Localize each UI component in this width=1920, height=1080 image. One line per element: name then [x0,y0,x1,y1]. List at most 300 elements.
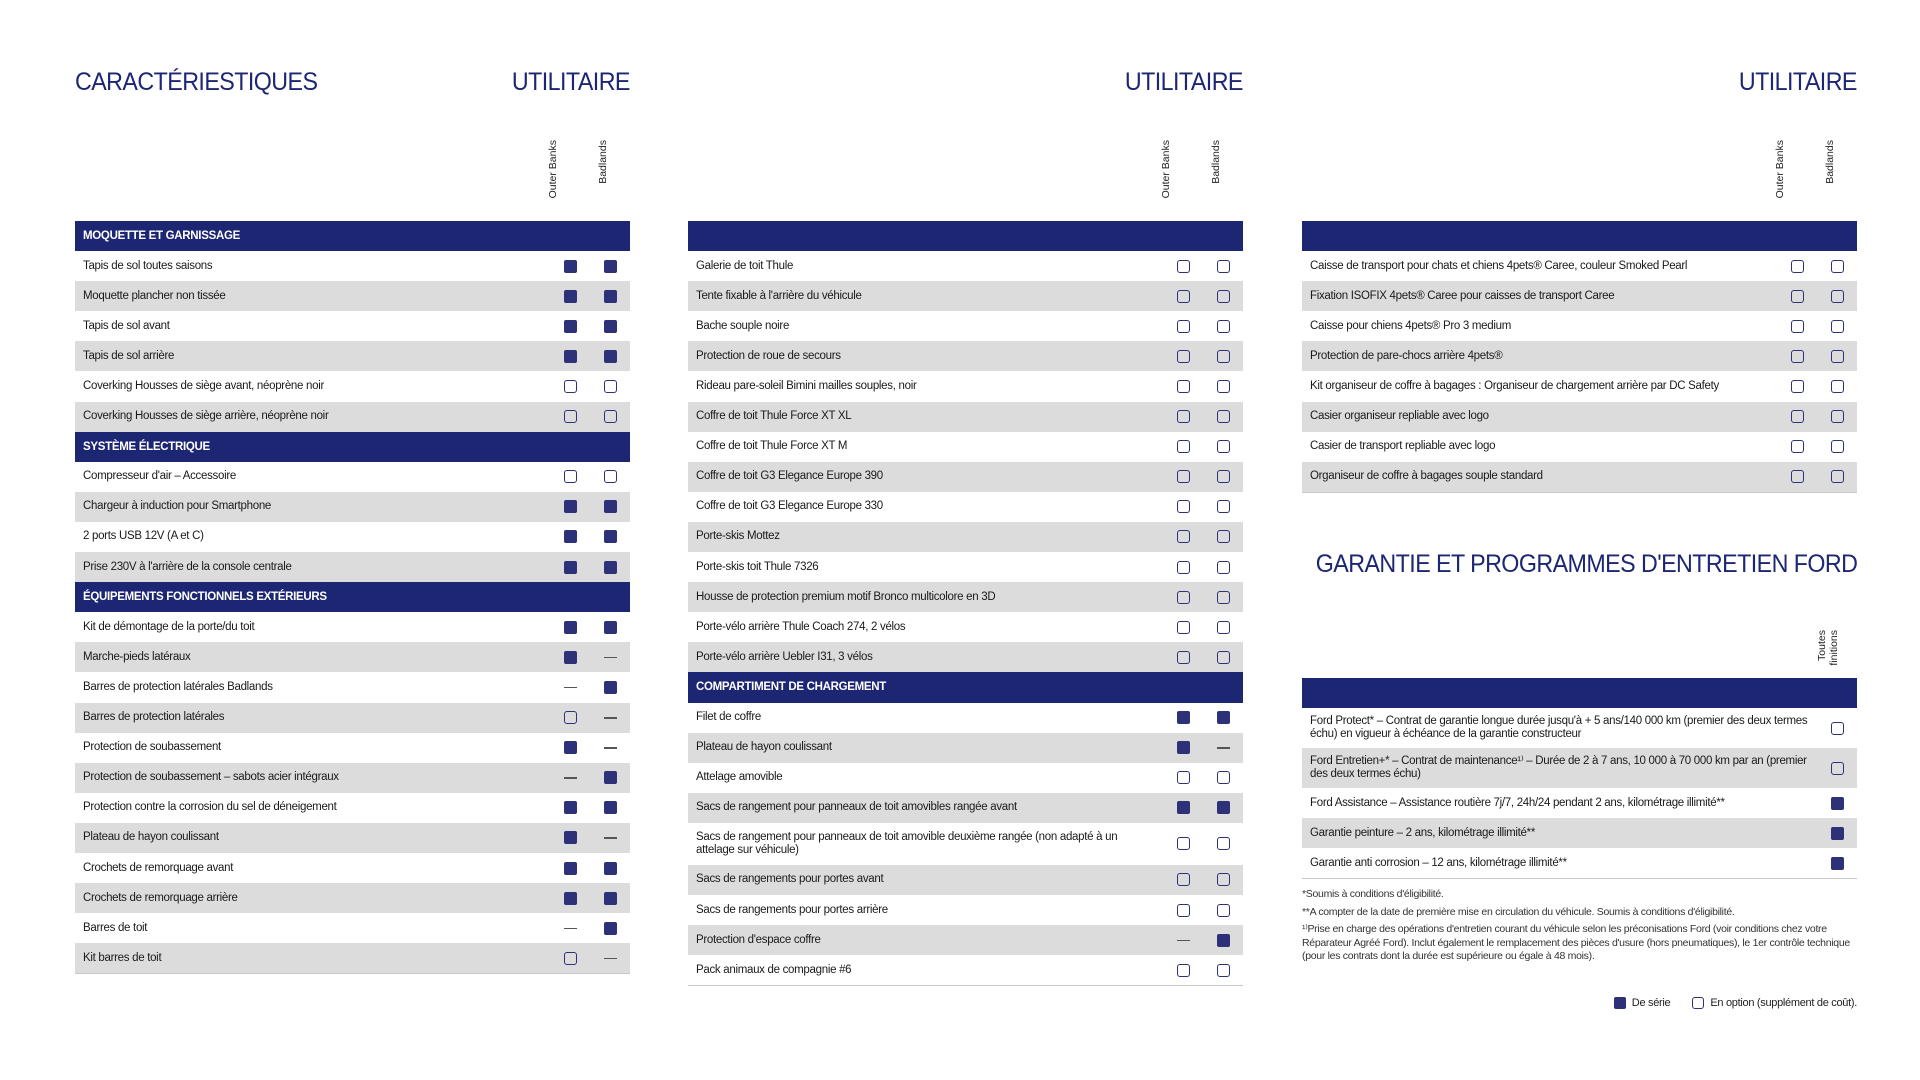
availability-cell [1163,432,1203,462]
availability-cell [1817,848,1857,879]
row-label: Casier organiseur repliable avec logo [1302,402,1777,432]
outline-square-icon [1791,320,1804,333]
availability-cell [550,853,590,883]
row-label: Chargeur à induction pour Smartphone [75,492,550,522]
filled-square-icon [604,350,617,363]
outline-square-icon [1177,904,1190,917]
outline-square-icon [1177,651,1190,664]
row-label: Galerie de toit Thule [696,259,794,272]
availability-cell [1203,402,1243,432]
availability-cell [1163,642,1203,672]
filled-square-icon [604,320,617,333]
outline-square-icon [1217,320,1230,333]
outline-square-icon [564,410,577,423]
row-label: Porte-skis Mottez [688,522,1163,552]
table-row [1302,251,1857,281]
availability-cell [590,371,630,401]
availability-cell [550,492,590,522]
dash-icon [604,952,617,965]
outline-square-icon [1217,837,1230,850]
legend-standard-label: De série [1631,997,1671,1009]
filled-square-icon [604,621,617,634]
availability-cell [1817,708,1857,748]
legend-standard [1614,997,1671,1009]
availability-cell [1203,823,1243,865]
outline-square-icon [1177,410,1190,423]
section-header [688,221,1243,251]
row-label: Porte-vélo arrière Uebler I31, 3 vélos [688,642,1163,672]
outline-square-icon [1177,290,1190,303]
outline-square-icon [1217,530,1230,543]
availability-cell [550,462,590,492]
row-label: Tente fixable à l'arrière du véhicule [688,281,1163,311]
row-label: Marche-pieds latéraux [75,642,550,672]
table-row [688,552,1243,582]
legend [1614,997,1857,1009]
availability-cell [1777,402,1817,432]
row-label: Kit barres de toit [75,943,550,974]
availability-cell [590,703,630,733]
row-label: Tapis de sol toutes saisons [83,259,213,272]
row-label: Compresseur d'air – Accessoire [83,470,236,483]
availability-cell [590,913,630,943]
availability-cell [1777,371,1817,401]
outline-square-icon [1217,561,1230,574]
legend-optional-label: En option (supplément de coût). [1710,997,1857,1009]
table-row [75,552,630,582]
table-row [688,402,1243,432]
filled-square-icon [1217,711,1230,724]
row-label: Coverking Housses de siège arrière, néoprène noir [75,402,550,432]
availability-cell [1163,823,1203,865]
availability-cell [550,251,590,281]
filled-square-icon [604,771,617,784]
table-row [688,703,1243,733]
filled-square-icon [1177,711,1190,724]
table-row [688,642,1243,672]
row-label: Protection de pare-chocs arrière 4pets® [1302,341,1777,371]
row-label: Plateau de hayon coulissant [75,823,550,853]
outline-square-icon [1791,440,1804,453]
table-row [75,793,630,823]
table-row [1302,818,1857,848]
availability-cell [590,943,630,974]
outline-square-icon [1177,837,1190,850]
availability-cell [1777,462,1817,493]
row-label: Attelage amovible [696,771,783,784]
outline-square-icon [1217,290,1230,303]
availability-cell [1203,612,1243,642]
section-header [75,221,630,251]
availability-cell [590,642,630,672]
outline-square-icon [1217,500,1230,513]
table-row [75,853,630,883]
table-row [1302,462,1857,493]
availability-cell [590,341,630,371]
table-row [75,492,630,522]
row-label: Ford Entretien+* – Contrat de maintenance¹⁾ – Durée de 2 à 7 ans, 10 000 à 70 000 km par an (premier des deux termes échu) [1302,748,1817,788]
outline-square-icon [564,711,577,724]
table-row [1302,281,1857,311]
outline-square-icon [1217,470,1230,483]
row-label: Bache souple noire [696,319,790,332]
col-header-toutes-finitions-2: finitions [1828,630,1840,666]
availability-cell [1817,788,1857,818]
table-row [1302,848,1857,879]
row-label: Coffre de toit Thule Force XT XL [688,402,1163,432]
row-label: Caisse de transport pour chats et chiens 4pets® Caree, couleur Smoked Pearl [1310,259,1688,272]
availability-cell [1163,763,1203,793]
outline-square-icon [1177,320,1190,333]
availability-cell [590,793,630,823]
outline-square-icon [1831,470,1844,483]
availability-cell [590,823,630,853]
table-row [688,955,1243,986]
spec-table [688,221,1243,986]
availability-cell [1817,462,1857,493]
availability-cell [1817,748,1857,788]
footnote: *Soumis à conditions d'éligibilité. [1302,888,1444,900]
outline-square-icon [1217,621,1230,634]
warranty-table [1302,678,1857,879]
outline-square-icon [1831,410,1844,423]
row-label: Porte-skis toit Thule 7326 [696,560,819,573]
availability-cell [590,612,630,642]
row-label: Ford Protect* – Contrat de garantie longue durée jusqu'à + 5 ans/140 000 km (premier des deux termes échu) en vigueur à échéance de la garantie constructeur [1310,715,1808,740]
filled-square-icon [604,862,617,875]
dash-icon [1217,741,1230,754]
row-label: Sacs de rangement pour panneaux de toit amovible deuxième rangée (non adapté à un attelage sur véhicule) [696,830,1118,856]
availability-cell [1817,341,1857,371]
availability-cell [1203,793,1243,823]
outline-square-icon [1177,591,1190,604]
footnote: **A compter de la date de première mise en circulation du véhicule. Soumis à conditions d'éligibilité. [1302,905,1735,918]
outline-square-icon [564,470,577,483]
row-label: Tapis de sol avant [83,319,170,332]
table-row [688,733,1243,763]
availability-cell [1817,371,1857,401]
outline-square-icon [1177,873,1190,886]
availability-cell [590,883,630,913]
availability-cell [1817,281,1857,311]
table-row [688,823,1243,865]
table-row [75,883,630,913]
section-header [688,672,1243,702]
filled-square-icon [1831,857,1844,870]
outline-square-icon [1177,621,1190,634]
row-label: Kit organiseur de coffre à bagages : Organiseur de chargement arrière par DC Safety [1310,380,1719,393]
outline-square-icon [1831,722,1844,735]
dash-icon [564,922,577,935]
filled-square-icon [564,320,577,333]
filled-square-icon [604,922,617,935]
table-row [1302,708,1857,748]
filled-square-icon [564,801,577,814]
col-header-outer-banks: Outer Banks [1774,140,1786,199]
availability-cell [550,943,590,974]
availability-cell [590,311,630,341]
filled-square-icon [604,801,617,814]
outline-square-icon [1831,762,1844,775]
filled-square-icon [1614,997,1626,1009]
filled-square-icon [564,621,577,634]
filled-square-icon [564,290,577,303]
availability-cell [550,913,590,943]
availability-cell [550,793,590,823]
availability-cell [1203,311,1243,341]
outline-square-icon [1831,350,1844,363]
availability-cell [550,703,590,733]
row-label: Protection de soubassement – sabots acier intégraux [75,763,550,793]
table-row [75,823,630,853]
filled-square-icon [1831,797,1844,810]
outline-square-icon [1217,350,1230,363]
table-row [688,763,1243,793]
outline-square-icon [1831,260,1844,273]
row-label: Caisse pour chiens 4pets® Pro 3 medium [1310,319,1511,332]
availability-cell [1163,582,1203,612]
table-row [688,371,1243,401]
outline-square-icon [1217,380,1230,393]
availability-cell [1817,432,1857,462]
availability-cell [1163,793,1203,823]
filled-square-icon [1217,801,1230,814]
availability-cell [1163,311,1203,341]
row-label: Crochets de remorquage avant [83,861,234,874]
availability-cell [1203,703,1243,733]
availability-cell [590,552,630,582]
filled-square-icon [604,681,617,694]
availability-cell [1777,251,1817,281]
availability-cell [1203,281,1243,311]
filled-square-icon [1217,934,1230,947]
section-label [688,221,1243,251]
table-row [75,913,630,943]
availability-cell [1777,432,1817,462]
outline-square-icon [564,380,577,393]
filled-square-icon [1831,827,1844,840]
table-row [75,251,630,281]
outline-square-icon [1791,380,1804,393]
availability-cell [1163,703,1203,733]
row-label: Coffre de toit Thule Force XT M [696,440,848,453]
availability-cell [1163,552,1203,582]
availability-cell [1163,865,1203,895]
section-header [1302,678,1857,708]
section-label [1302,221,1857,251]
spec-table [75,221,630,974]
outline-square-icon [1177,260,1190,273]
col-header-outer-banks: Outer Banks [547,140,559,199]
section-label: COMPARTIMENT DE CHARGEMENT [688,672,1243,702]
outline-square-icon [1831,320,1844,333]
availability-cell [590,763,630,793]
row-label: 2 ports USB 12V (A et C) [83,530,204,543]
availability-cell [590,522,630,552]
availability-cell [550,733,590,763]
filled-square-icon [604,561,617,574]
dash-icon [604,831,617,844]
availability-cell [1203,763,1243,793]
availability-cell [1203,522,1243,552]
section-label: ÉQUIPEMENTS FONCTIONNELS EXTÉRIEURS [75,582,630,612]
availability-cell [590,251,630,281]
table-row [688,311,1243,341]
outline-square-icon [1831,290,1844,303]
availability-cell [1163,402,1203,432]
availability-cell [1163,341,1203,371]
row-label: Organiseur de coffre à bagages souple standard [1302,462,1777,493]
section-header [75,582,630,612]
filled-square-icon [564,892,577,905]
table-row [75,522,630,552]
row-label: Fixation ISOFIX 4pets® Caree pour caisses de transport Caree [1302,281,1777,311]
row-label: Barres de toit [83,921,148,934]
availability-cell [590,402,630,432]
filled-square-icon [564,651,577,664]
availability-cell [590,853,630,883]
table-row [688,251,1243,281]
col-header-outer-banks: Outer Banks [1160,140,1172,199]
row-label: Protection de soubassement [83,741,221,754]
table-row [688,865,1243,895]
filled-square-icon [604,290,617,303]
availability-cell [1817,251,1857,281]
availability-cell [1203,733,1243,763]
outline-square-icon [1831,440,1844,453]
table-row [1302,748,1857,788]
table-row [75,642,630,672]
availability-cell [1163,251,1203,281]
filled-square-icon [564,831,577,844]
section-label: MOQUETTE ET GARNISSAGE [75,221,630,251]
outline-square-icon [604,470,617,483]
table-row [75,281,630,311]
row-label: Crochets de remorquage arrière [75,883,550,913]
filled-square-icon [564,862,577,875]
availability-cell [1163,462,1203,492]
availability-cell [550,763,590,793]
availability-cell [1777,311,1817,341]
availability-cell [1203,925,1243,955]
outline-square-icon [1692,997,1704,1009]
availability-cell [550,672,590,702]
availability-cell [1203,462,1243,492]
availability-cell [550,402,590,432]
row-label: Pack animaux de compagnie #6 [688,955,1163,986]
availability-cell [1163,612,1203,642]
outline-square-icon [1177,380,1190,393]
table-row [75,763,630,793]
availability-cell [550,371,590,401]
outline-square-icon [1217,964,1230,977]
dash-icon [604,651,617,664]
availability-cell [1163,925,1203,955]
column-subtitle: UTILITAIRE [1124,68,1243,96]
table-row [75,612,630,642]
availability-cell [1203,955,1243,986]
row-label: Moquette plancher non tissée [75,281,550,311]
availability-cell [590,281,630,311]
outline-square-icon [1177,440,1190,453]
outline-square-icon [1177,500,1190,513]
availability-cell [1203,895,1243,925]
outline-square-icon [1217,904,1230,917]
row-label: Protection contre la corrosion du sel de déneigement [83,801,337,814]
outline-square-icon [1177,561,1190,574]
dash-icon [564,681,577,694]
table-row [75,371,630,401]
table-row [1302,371,1857,401]
outline-square-icon [1791,410,1804,423]
table-row [688,895,1243,925]
row-label: Housse de protection premium motif Bronco multicolore en 3D [688,582,1163,612]
availability-cell [550,642,590,672]
availability-cell [590,672,630,702]
availability-cell [1203,432,1243,462]
availability-cell [1163,733,1203,763]
row-label: Filet de coffre [696,711,761,724]
table-row [75,672,630,702]
dash-icon [1177,934,1190,947]
availability-cell [1203,865,1243,895]
table-row [75,311,630,341]
table-row [688,432,1243,462]
page-title: CARACTÉRIESTIQUES [75,68,318,96]
outline-square-icon [1217,260,1230,273]
outline-square-icon [1791,350,1804,363]
availability-cell [1203,251,1243,281]
table-row [688,281,1243,311]
table-row [75,462,630,492]
dash-icon [604,741,617,754]
availability-cell [1203,582,1243,612]
row-label: Protection de roue de secours [688,341,1163,371]
warranty-title: GARANTIE ET PROGRAMMES D'ENTRETIEN FORD [1315,550,1857,578]
availability-cell [590,492,630,522]
outline-square-icon [1791,260,1804,273]
row-label: Rideau pare-soleil Bimini mailles souples, noir [696,380,917,393]
row-label: Coverking Housses de siège avant, néoprène noir [83,380,324,393]
filled-square-icon [564,500,577,513]
availability-cell [1777,281,1817,311]
availability-cell [1777,341,1817,371]
row-label: Sacs de rangements pour portes avant [688,865,1163,895]
outline-square-icon [1177,964,1190,977]
column-subtitle: UTILITAIRE [511,68,630,96]
availability-cell [550,823,590,853]
filled-square-icon [1177,741,1190,754]
table-row [1302,341,1857,371]
row-label: Casier de transport repliable avec logo [1310,440,1496,453]
availability-cell [550,341,590,371]
table-row [75,943,630,974]
outline-square-icon [1217,410,1230,423]
availability-cell [1203,552,1243,582]
availability-cell [1163,371,1203,401]
outline-square-icon [1791,290,1804,303]
row-label: Coffre de toit G3 Elegance Europe 330 [696,500,883,513]
section-label: SYSTÈME ÉLECTRIQUE [75,432,630,462]
table-row [688,582,1243,612]
outline-square-icon [1177,771,1190,784]
col-header-toutes-finitions-1: Toutes [1816,630,1828,661]
table-row [688,925,1243,955]
table-row [1302,402,1857,432]
availability-cell [1163,522,1203,552]
table-row [1302,788,1857,818]
row-label: Garantie anti corrosion – 12 ans, kilométrage illimité** [1302,848,1817,879]
